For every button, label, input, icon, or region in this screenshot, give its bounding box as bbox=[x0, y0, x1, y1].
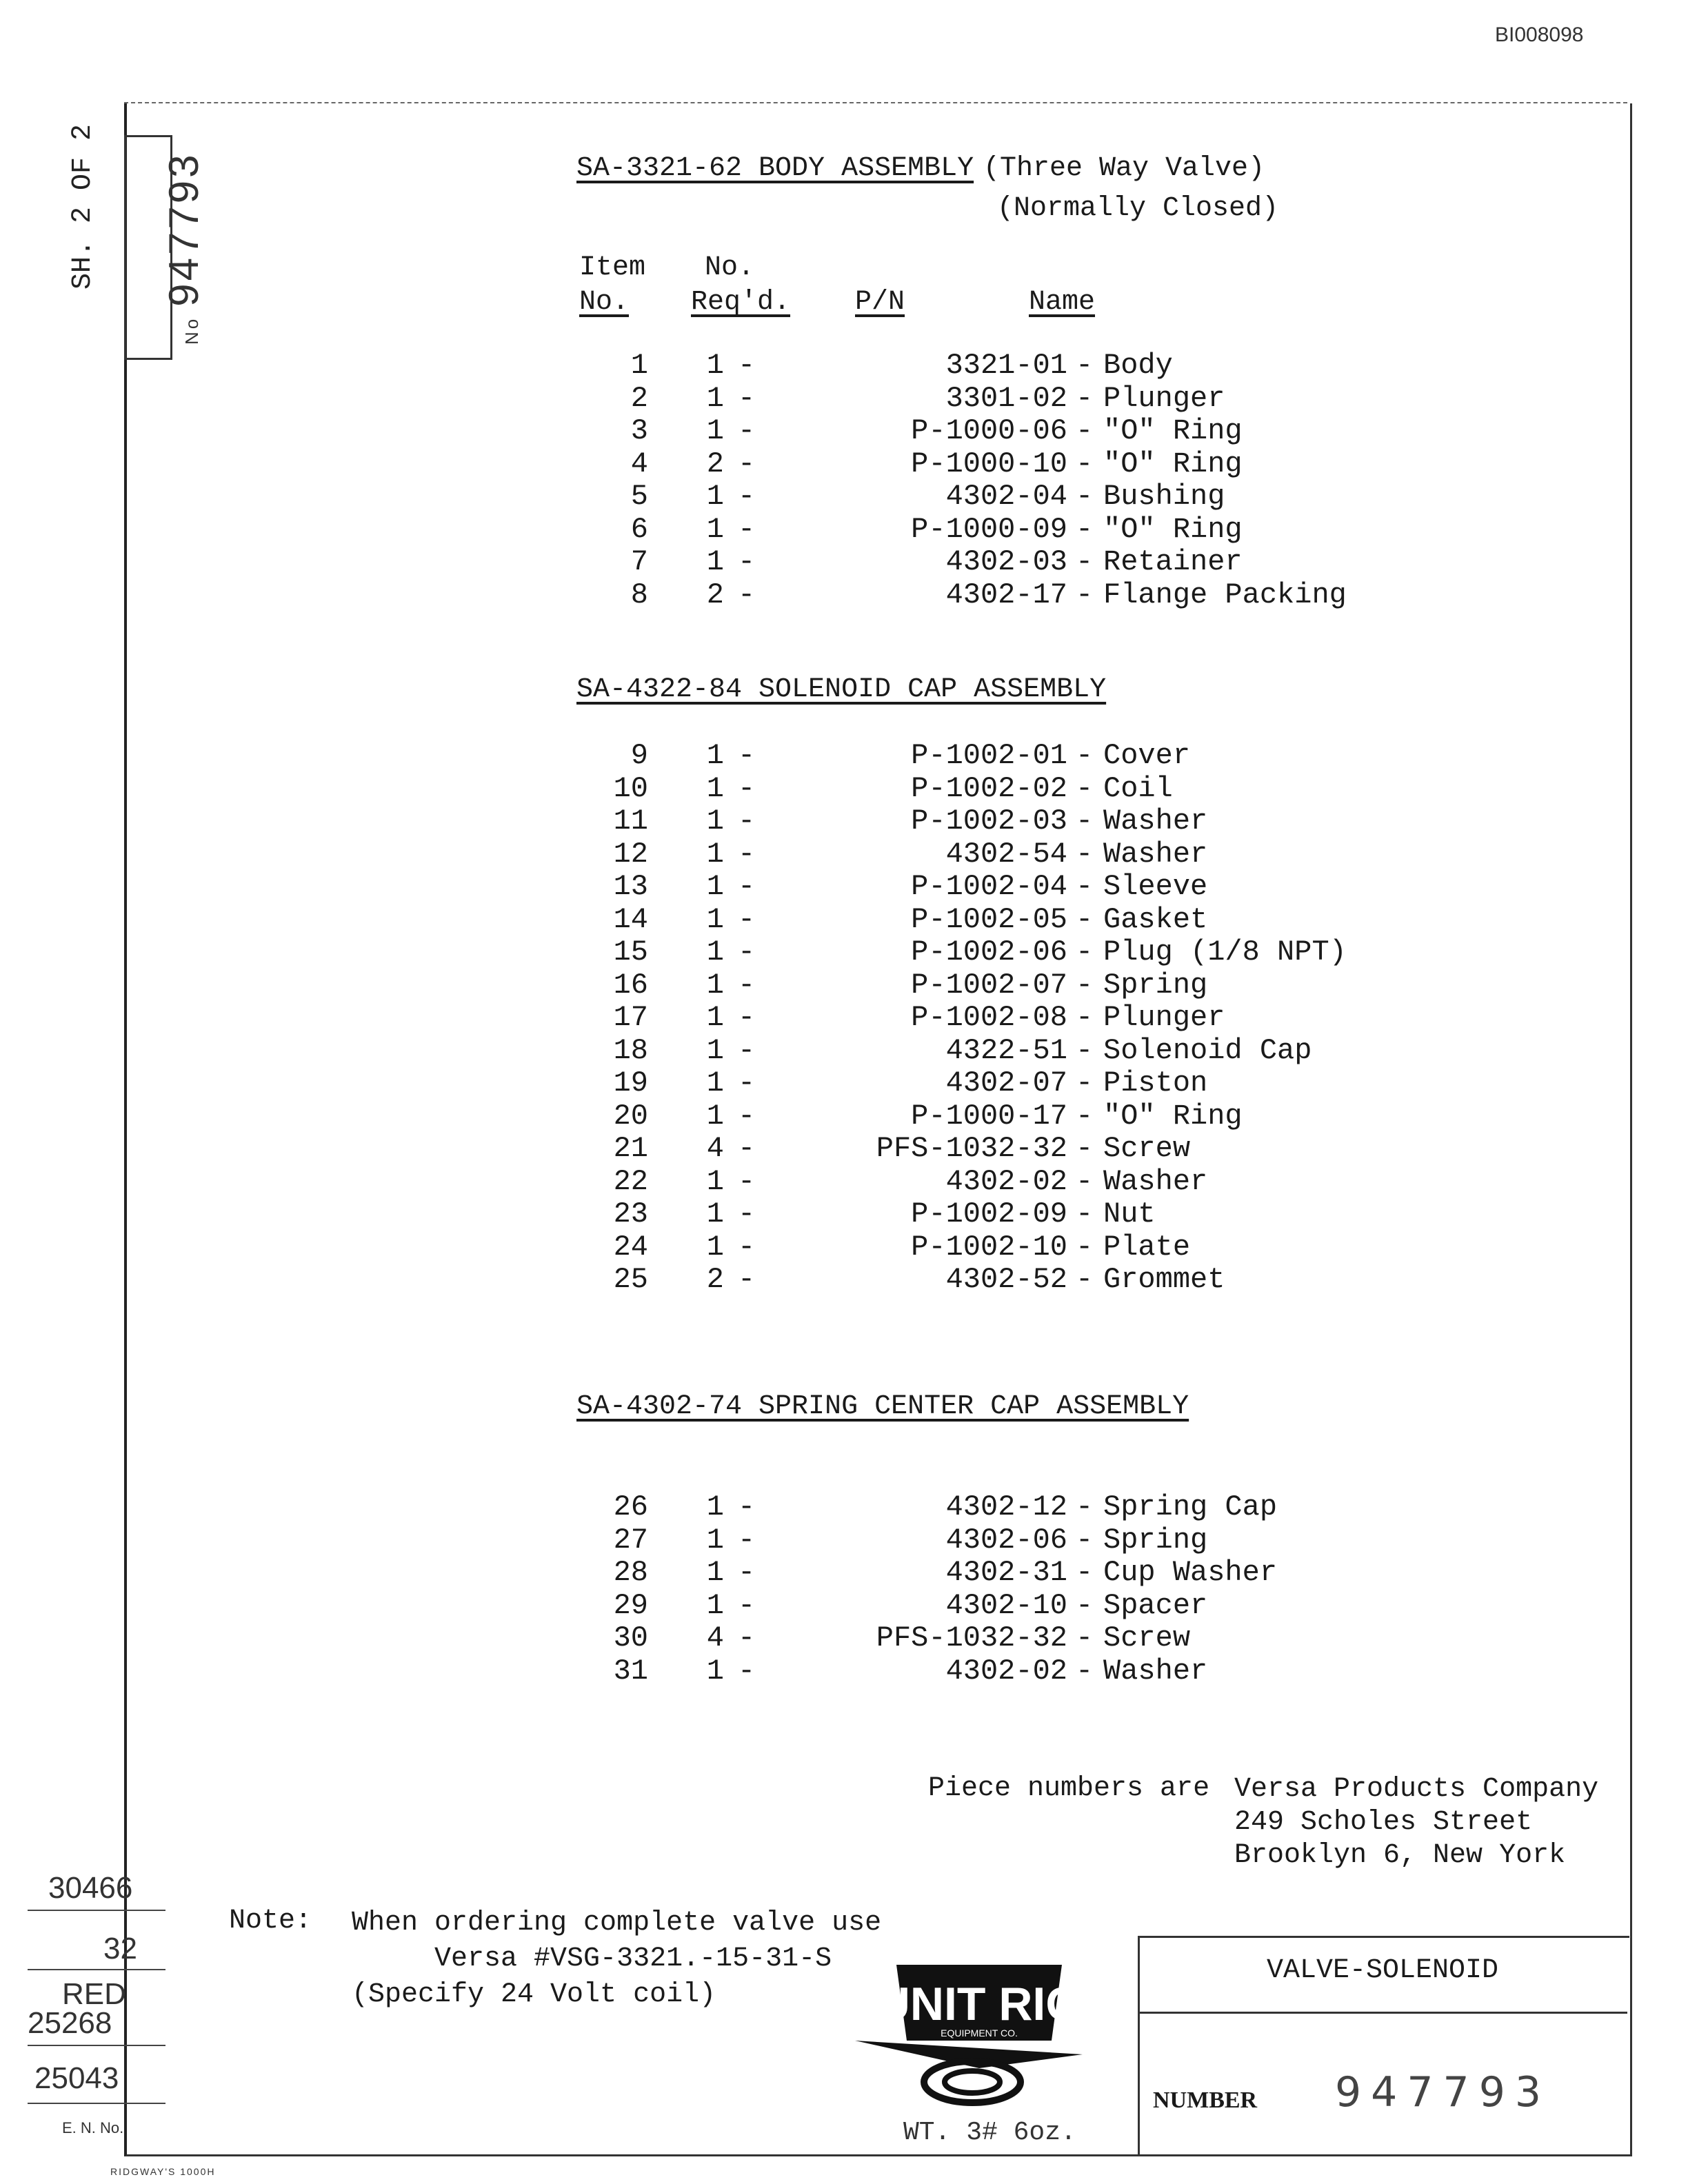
item-number: 15 bbox=[613, 936, 648, 969]
part-number: 3301-02 bbox=[945, 382, 1067, 415]
part-number: P-1002-02 bbox=[911, 772, 1067, 805]
separator: - bbox=[1076, 969, 1094, 1002]
separator: - bbox=[1076, 1621, 1094, 1655]
quantity: 1 bbox=[706, 1165, 724, 1198]
item-number: 18 bbox=[613, 1034, 648, 1067]
separator: - bbox=[738, 805, 756, 838]
quantity: 1 bbox=[706, 838, 724, 871]
note-line: Versa #VSG-3321.-15-31-S bbox=[352, 1943, 832, 1974]
parts-list bbox=[579, 349, 1347, 625]
quantity: 1 bbox=[706, 513, 724, 546]
part-number: 4302-10 bbox=[945, 1589, 1067, 1622]
separator: - bbox=[738, 1231, 756, 1264]
stamp-number: 32 bbox=[103, 1932, 137, 1965]
separator: - bbox=[738, 903, 756, 936]
part-name: Cover bbox=[1103, 739, 1191, 772]
drawing-title: VALVE-SOLENOID bbox=[1266, 1955, 1499, 1986]
separator: - bbox=[738, 1066, 756, 1100]
item-number: 30 bbox=[613, 1621, 648, 1655]
part-number: P-1000-06 bbox=[911, 414, 1067, 447]
sheet-label: SH. 2 OF 2 bbox=[68, 123, 99, 290]
item-number: 29 bbox=[613, 1589, 648, 1622]
quantity: 1 bbox=[706, 1589, 724, 1622]
part-name: Spring bbox=[1103, 1524, 1208, 1557]
part-number: P-1002-09 bbox=[911, 1197, 1067, 1231]
quantity: 1 bbox=[706, 1034, 724, 1067]
separator: - bbox=[738, 969, 756, 1002]
drawing-number: 947793 bbox=[1335, 2068, 1551, 2116]
header-req: Req'd. bbox=[691, 287, 791, 318]
separator: - bbox=[1076, 513, 1094, 546]
header-req: No. bbox=[705, 252, 755, 283]
title-block-divider bbox=[1138, 2012, 1627, 2014]
separator: - bbox=[1076, 545, 1094, 578]
separator: - bbox=[738, 870, 756, 903]
header-item: No. bbox=[579, 287, 630, 318]
stamp-divider bbox=[28, 2045, 165, 2046]
quantity: 1 bbox=[706, 1001, 724, 1034]
part-name: "O" Ring bbox=[1103, 513, 1243, 546]
quantity: 1 bbox=[706, 414, 724, 447]
quantity: 4 bbox=[706, 1621, 724, 1655]
paper-maker: RIDGWAY'S 1000H bbox=[110, 2166, 216, 2177]
part-number: P-1002-04 bbox=[911, 870, 1067, 903]
item-number: 2 bbox=[630, 382, 648, 415]
part-number: 4302-03 bbox=[945, 545, 1067, 578]
item-number: 26 bbox=[613, 1490, 648, 1524]
separator: - bbox=[1076, 1066, 1094, 1100]
separator: - bbox=[1076, 1556, 1094, 1589]
part-name: Solenoid Cap bbox=[1103, 1034, 1312, 1067]
part-name: Grommet bbox=[1103, 1263, 1225, 1296]
item-number: 28 bbox=[613, 1556, 648, 1589]
quantity: 1 bbox=[706, 1556, 724, 1589]
item-number: 27 bbox=[613, 1524, 648, 1557]
separator: - bbox=[738, 414, 756, 447]
part-number: P-1000-10 bbox=[911, 447, 1067, 481]
separator: - bbox=[1076, 1100, 1094, 1133]
part-number: P-1002-07 bbox=[911, 969, 1067, 1002]
section-subtitle: (Normally Closed) bbox=[997, 193, 1279, 224]
separator: - bbox=[1076, 805, 1094, 838]
separator: - bbox=[738, 480, 756, 513]
quantity: 1 bbox=[706, 870, 724, 903]
item-number: 6 bbox=[630, 513, 648, 546]
part-name: Plug (1/8 NPT) bbox=[1103, 936, 1347, 969]
separator: - bbox=[738, 1132, 756, 1165]
part-name: Sleeve bbox=[1103, 870, 1208, 903]
quantity: 1 bbox=[706, 349, 724, 382]
number-label: NUMBER bbox=[1153, 2087, 1258, 2113]
quantity: 2 bbox=[706, 1263, 724, 1296]
part-name: Body bbox=[1103, 349, 1173, 382]
part-number: 4322-51 bbox=[945, 1034, 1067, 1067]
quantity: 1 bbox=[706, 1655, 724, 1688]
part-number: P-1000-17 bbox=[911, 1100, 1067, 1133]
item-number: 3 bbox=[630, 414, 648, 447]
item-number: 19 bbox=[613, 1066, 648, 1100]
parts-list bbox=[579, 739, 1347, 1304]
quantity: 1 bbox=[706, 1100, 724, 1133]
separator: - bbox=[738, 838, 756, 871]
item-number: 11 bbox=[613, 805, 648, 838]
separator: - bbox=[1076, 936, 1094, 969]
header-pn: P/N bbox=[855, 287, 905, 318]
quantity: 1 bbox=[706, 1197, 724, 1231]
item-number: 7 bbox=[630, 545, 648, 578]
separator: - bbox=[738, 1001, 756, 1034]
item-number: 4 bbox=[630, 447, 648, 481]
separator: - bbox=[738, 1034, 756, 1067]
quantity: 1 bbox=[706, 805, 724, 838]
part-name: Spring Cap bbox=[1103, 1490, 1278, 1524]
separator: - bbox=[738, 739, 756, 772]
part-number: P-1002-03 bbox=[911, 805, 1067, 838]
logo-text: UNIT RIG bbox=[876, 1978, 1083, 2030]
document-id: BI008098 bbox=[1495, 23, 1584, 46]
supplier-name: Versa Products Company bbox=[1234, 1774, 1599, 1805]
item-number: 13 bbox=[613, 870, 648, 903]
separator: - bbox=[1076, 838, 1094, 871]
part-name: Coil bbox=[1103, 772, 1173, 805]
quantity: 1 bbox=[706, 1524, 724, 1557]
part-number: PFS-1032-32 bbox=[876, 1621, 1067, 1655]
part-number: P-1000-09 bbox=[911, 513, 1067, 546]
separator: - bbox=[738, 349, 756, 382]
part-number: P-1002-08 bbox=[911, 1001, 1067, 1034]
separator: - bbox=[1076, 1524, 1094, 1557]
part-number: P-1002-05 bbox=[911, 903, 1067, 936]
part-number: 4302-06 bbox=[945, 1524, 1067, 1557]
separator: - bbox=[1076, 1001, 1094, 1034]
section-title: SA-4322-84 SOLENOID CAP ASSEMBLY bbox=[576, 674, 1107, 705]
part-name: Spacer bbox=[1103, 1589, 1208, 1622]
side-number-prefix: No bbox=[181, 316, 202, 345]
separator: - bbox=[1076, 1165, 1094, 1198]
part-number: P-1002-06 bbox=[911, 936, 1067, 969]
part-number: PFS-1032-32 bbox=[876, 1132, 1067, 1165]
part-number: P-1002-01 bbox=[911, 739, 1067, 772]
separator: - bbox=[1076, 1490, 1094, 1524]
quantity: 1 bbox=[706, 1490, 724, 1524]
separator: - bbox=[738, 578, 756, 611]
weight: WT. 3# 6oz. bbox=[903, 2118, 1076, 2147]
separator: - bbox=[1076, 903, 1094, 936]
part-number: 4302-07 bbox=[945, 1066, 1067, 1100]
stamp-divider bbox=[28, 2103, 165, 2104]
item-number: 24 bbox=[613, 1231, 648, 1264]
header-name: Name bbox=[1029, 287, 1096, 318]
separator: - bbox=[738, 1263, 756, 1296]
separator: - bbox=[1076, 870, 1094, 903]
part-name: Plate bbox=[1103, 1231, 1191, 1264]
quantity: 1 bbox=[706, 969, 724, 1002]
separator: - bbox=[1076, 1231, 1094, 1264]
part-number: 4302-17 bbox=[945, 578, 1067, 611]
note-line: When ordering complete valve use bbox=[352, 1908, 882, 1939]
part-number: 4302-12 bbox=[945, 1490, 1067, 1524]
part-name: Retainer bbox=[1103, 545, 1243, 578]
supplier-city: Brooklyn 6, New York bbox=[1234, 1840, 1566, 1871]
section-title: SA-3321-62 BODY ASSEMBLY bbox=[576, 153, 974, 184]
part-number: 4302-31 bbox=[945, 1556, 1067, 1589]
part-name: Nut bbox=[1103, 1197, 1156, 1231]
part-name: Washer bbox=[1103, 1165, 1208, 1198]
note-line: (Specify 24 Volt coil) bbox=[352, 1979, 716, 2010]
part-number: 4302-02 bbox=[945, 1165, 1067, 1198]
quantity: 1 bbox=[706, 480, 724, 513]
side-number-value: 947793 bbox=[161, 152, 207, 307]
separator: - bbox=[738, 936, 756, 969]
part-name: Cup Washer bbox=[1103, 1556, 1278, 1589]
separator: - bbox=[1076, 739, 1094, 772]
quantity: 1 bbox=[706, 772, 724, 805]
separator: - bbox=[738, 1621, 756, 1655]
item-number: 21 bbox=[613, 1132, 648, 1165]
stamp-number: 30466 bbox=[48, 1871, 133, 1905]
section-subtitle: (Three Way Valve) bbox=[983, 153, 1265, 184]
quantity: 4 bbox=[706, 1132, 724, 1165]
part-name: "O" Ring bbox=[1103, 1100, 1243, 1133]
separator: - bbox=[738, 1165, 756, 1198]
side-drawing-number bbox=[160, 152, 208, 345]
separator: - bbox=[1076, 1655, 1094, 1688]
quantity: 1 bbox=[706, 739, 724, 772]
quantity: 1 bbox=[706, 1066, 724, 1100]
stamp-number: 25043 bbox=[34, 2061, 119, 2095]
part-name: Screw bbox=[1103, 1132, 1191, 1165]
part-name: Plunger bbox=[1103, 382, 1225, 415]
part-name: Spring bbox=[1103, 969, 1208, 1002]
header-item: Item bbox=[579, 252, 646, 283]
supplier-address bbox=[1234, 1773, 1598, 1872]
part-name: Flange Packing bbox=[1103, 578, 1347, 611]
quantity: 1 bbox=[706, 936, 724, 969]
part-number: 4302-04 bbox=[945, 480, 1067, 513]
stamp-number: 25268 bbox=[28, 2006, 112, 2040]
separator: - bbox=[738, 772, 756, 805]
item-number: 20 bbox=[613, 1100, 648, 1133]
part-name: Bushing bbox=[1103, 480, 1225, 513]
part-name: Plunger bbox=[1103, 1001, 1225, 1034]
separator: - bbox=[738, 382, 756, 415]
separator: - bbox=[1076, 1132, 1094, 1165]
separator: - bbox=[1076, 349, 1094, 382]
parts-list bbox=[579, 1490, 1278, 1697]
part-number: 3321-01 bbox=[945, 349, 1067, 382]
item-number: 1 bbox=[630, 349, 648, 382]
separator: - bbox=[738, 1490, 756, 1524]
separator: - bbox=[1076, 447, 1094, 481]
part-name: Screw bbox=[1103, 1621, 1191, 1655]
separator: - bbox=[1076, 578, 1094, 611]
logo-subtext: EQUIPMENT CO. bbox=[941, 2028, 1018, 2039]
part-name: Gasket bbox=[1103, 903, 1208, 936]
quantity: 1 bbox=[706, 1231, 724, 1264]
separator: - bbox=[1076, 1589, 1094, 1622]
separator: - bbox=[1076, 772, 1094, 805]
part-name: Washer bbox=[1103, 1655, 1208, 1688]
stamp-divider bbox=[28, 1969, 165, 1970]
part-name: Washer bbox=[1103, 838, 1208, 871]
item-number: 31 bbox=[613, 1655, 648, 1688]
quantity: 1 bbox=[706, 382, 724, 415]
section-title: SA-4302-74 SPRING CENTER CAP ASSEMBLY bbox=[576, 1391, 1189, 1422]
part-name: Piston bbox=[1103, 1066, 1208, 1100]
item-number: 9 bbox=[630, 739, 648, 772]
separator: - bbox=[738, 447, 756, 481]
item-number: 22 bbox=[613, 1165, 648, 1198]
stamp-divider bbox=[28, 1910, 165, 1911]
quantity: 1 bbox=[706, 545, 724, 578]
supplier-street: 249 Scholes Street bbox=[1234, 1807, 1533, 1838]
quantity: 2 bbox=[706, 578, 724, 611]
item-number: 25 bbox=[613, 1263, 648, 1296]
note-text bbox=[352, 1905, 881, 2013]
separator: - bbox=[1076, 382, 1094, 415]
separator: - bbox=[738, 1589, 756, 1622]
part-number: 4302-02 bbox=[945, 1655, 1067, 1688]
part-number: P-1002-10 bbox=[911, 1231, 1067, 1264]
unit-rig-logo bbox=[855, 1951, 1089, 2116]
separator: - bbox=[738, 513, 756, 546]
quantity: 2 bbox=[706, 447, 724, 481]
separator: - bbox=[738, 1655, 756, 1688]
stamp-text: RED bbox=[62, 1977, 126, 2011]
note-label: Note: bbox=[229, 1905, 312, 1937]
item-number: 14 bbox=[613, 903, 648, 936]
part-name: "O" Ring bbox=[1103, 414, 1243, 447]
item-number: 5 bbox=[630, 480, 648, 513]
separator: - bbox=[1076, 480, 1094, 513]
separator: - bbox=[1076, 1263, 1094, 1296]
item-number: 12 bbox=[613, 838, 648, 871]
separator: - bbox=[1076, 414, 1094, 447]
item-number: 10 bbox=[613, 772, 648, 805]
separator: - bbox=[1076, 1034, 1094, 1067]
separator: - bbox=[738, 1524, 756, 1557]
separator: - bbox=[738, 545, 756, 578]
item-number: 8 bbox=[630, 578, 648, 611]
separator: - bbox=[738, 1100, 756, 1133]
item-number: 16 bbox=[613, 969, 648, 1002]
item-number: 17 bbox=[613, 1001, 648, 1034]
quantity: 1 bbox=[706, 903, 724, 936]
part-number: 4302-54 bbox=[945, 838, 1067, 871]
part-name: Washer bbox=[1103, 805, 1208, 838]
part-number: 4302-52 bbox=[945, 1263, 1067, 1296]
separator: - bbox=[738, 1556, 756, 1589]
part-name: "O" Ring bbox=[1103, 447, 1243, 481]
item-number: 23 bbox=[613, 1197, 648, 1231]
separator: - bbox=[1076, 1197, 1094, 1231]
piece-numbers-label: Piece numbers are bbox=[928, 1773, 1210, 1804]
eng-number-label: E. N. No. bbox=[62, 2119, 124, 2136]
separator: - bbox=[738, 1197, 756, 1231]
